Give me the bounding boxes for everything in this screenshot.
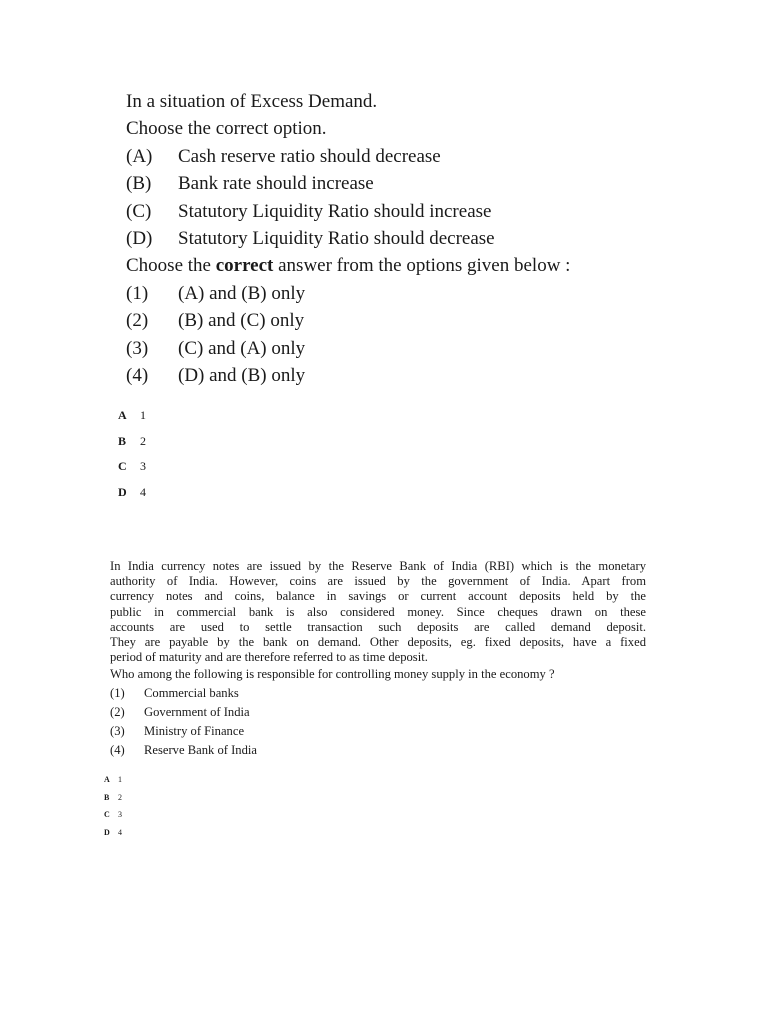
statement-label: (A) [126, 145, 153, 167]
answer-choice-c[interactable] [118, 454, 146, 480]
option-label: (4) [126, 365, 149, 387]
option-1 [110, 684, 646, 703]
option-1 [126, 280, 726, 307]
statement-d [126, 225, 726, 252]
answer-key: B [104, 792, 110, 802]
option-label: (1) [126, 282, 149, 304]
option-label: (3) [110, 724, 125, 739]
passage-line: public in commercial bank is also considered money. Since cheques drawn on these [110, 604, 646, 619]
option-3 [126, 335, 726, 362]
answer-choice-d[interactable] [104, 824, 122, 842]
answer-key: B [118, 433, 127, 448]
choose-suffix: answer from the options given below : [273, 255, 571, 277]
answer-value: 3 [118, 810, 122, 819]
option-2 [126, 307, 726, 334]
answer-key: A [118, 408, 127, 422]
option-label: (3) [126, 337, 149, 359]
answer-value: 2 [140, 433, 146, 448]
statement-c [126, 198, 726, 225]
answer-value: 2 [118, 792, 122, 802]
statement-b [126, 170, 726, 197]
answer-value: 3 [140, 459, 146, 473]
answer-choice-d[interactable] [118, 480, 146, 506]
option-label: (2) [110, 705, 125, 720]
option-text: Commercial banks [144, 686, 239, 701]
answer-key: D [104, 827, 110, 837]
option-3 [110, 722, 646, 741]
answer-value: 4 [140, 484, 146, 499]
statement-label: (B) [126, 173, 152, 195]
option-label: (4) [110, 743, 125, 758]
question-2-answer-choices [104, 771, 122, 841]
answer-key: A [104, 775, 110, 784]
question-1-intro: In a situation of Excess Demand. [126, 91, 378, 112]
choose-emphasis: correct [215, 255, 274, 277]
option-2 [110, 703, 646, 722]
answer-choice-b[interactable] [104, 789, 122, 807]
answer-value: 1 [140, 408, 146, 422]
question-1-instruction: Choose the correct option. [126, 118, 327, 140]
passage-line: period of maturity and are therefore referred to as time deposit. [110, 650, 428, 665]
option-4 [126, 362, 726, 389]
question-2-prompt: Who among the following is responsible for controlling money supply in the economy ? [110, 667, 555, 682]
passage-line: accounts are used to settle transaction such deposits are called demand deposit. [110, 619, 646, 634]
passage-line: They are payable by the bank on demand. Other deposits, eg. fixed deposits, have a fixed [110, 635, 646, 650]
question-1 [126, 88, 726, 389]
answer-value: 1 [118, 775, 122, 784]
answer-choice-a[interactable] [104, 771, 122, 789]
option-text: Government of India [144, 705, 250, 720]
statement-label: (C) [126, 200, 152, 222]
passage-line: authority of India. However, coins are issued by the government of India. Apart from [110, 574, 646, 589]
question-2-passage [110, 559, 646, 665]
passage-line: In India currency notes are issued by the Reserve Bank of India (RBI) which is the monetary [110, 559, 646, 573]
choose-prefix: Choose the [126, 255, 216, 277]
option-text: Ministry of Finance [144, 724, 245, 739]
option-text: (C) and (A) only [178, 337, 306, 359]
statement-text: Statutory Liquidity Ratio should increase [178, 200, 492, 222]
answer-key: D [118, 484, 127, 499]
answer-key: C [118, 459, 127, 473]
option-label: (1) [110, 686, 125, 701]
answer-choice-a[interactable] [118, 403, 146, 429]
answer-choice-c[interactable] [104, 806, 122, 824]
statement-text: Statutory Liquidity Ratio should decrease [178, 228, 495, 250]
option-4 [110, 741, 646, 760]
statement-text: Bank rate should increase [178, 173, 374, 195]
answer-key: C [104, 810, 110, 819]
option-text: Reserve Bank of India [144, 743, 257, 758]
statement-text: Cash reserve ratio should decrease [178, 145, 441, 167]
answer-value: 4 [118, 827, 122, 837]
option-text: (B) and (C) only [178, 310, 305, 332]
option-text: (A) and (B) only [178, 282, 306, 304]
passage-line: currency notes and coins, balance in savings or current account deposits held by the [110, 589, 646, 604]
question-1-answer-choices [118, 403, 146, 505]
question-2 [110, 559, 646, 760]
option-text: (D) and (B) only [178, 365, 306, 387]
option-label: (2) [126, 310, 149, 332]
statement-a [126, 143, 726, 170]
choose-answer-instruction [126, 252, 726, 279]
statement-label: (D) [126, 228, 153, 250]
answer-choice-b[interactable] [118, 429, 146, 455]
